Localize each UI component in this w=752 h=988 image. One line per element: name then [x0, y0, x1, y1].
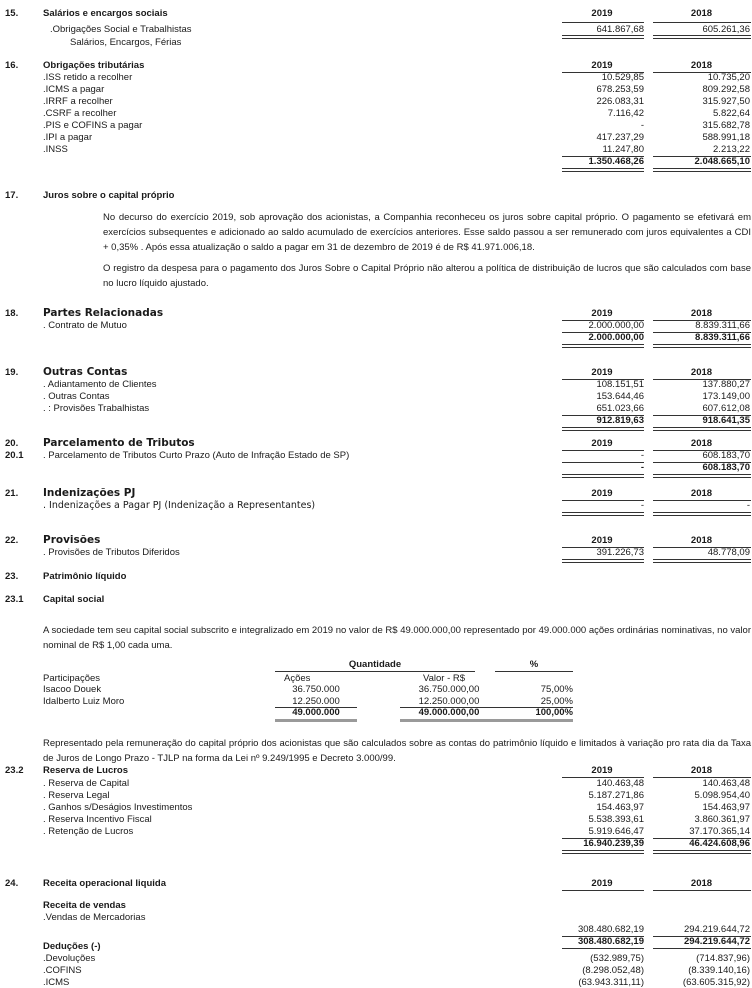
value-2019: 154.463,97	[596, 802, 644, 813]
total-2018: 2.048.665,10	[694, 156, 750, 167]
year-header-2019: 2019	[591, 60, 613, 71]
total-2018: 46.424.608,96	[689, 838, 750, 849]
section-number: 22.	[5, 535, 19, 546]
value-2019: 10.529,85	[601, 72, 644, 83]
participations-label: Participações	[43, 673, 101, 684]
value-2019: -	[640, 500, 644, 511]
section-title: Provisões	[43, 534, 101, 546]
shareholder-name: Isacoo Douek	[43, 684, 102, 695]
line-item-label: .COFINS	[43, 965, 82, 976]
section-title: Parcelamento de Tributos	[43, 437, 195, 449]
line-item-label: .IPI a pagar	[43, 132, 93, 143]
section-number: 20.	[5, 438, 19, 449]
value-2019: 678.253,59	[596, 84, 644, 95]
line-item-label: .INSS	[43, 144, 68, 155]
double-divider	[653, 512, 751, 516]
paragraph: A sociedade tem seu capital social subscrito e integralizado em 2019 no valor de R$ 49.000.000,00 representado por 49.000.000 ações ordinárias nominativas, no valor nominal de R$ 1,00 cada uma.	[43, 625, 751, 651]
line-item-label: .Devoluções	[43, 953, 96, 964]
double-divider	[653, 850, 751, 854]
section-title: Obrigações tributárias	[43, 60, 145, 71]
line-item-label: . Contrato de Mutuo	[43, 320, 127, 331]
section-title: Juros sobre o capital próprio	[43, 190, 175, 201]
year-header-2018: 2018	[690, 308, 713, 319]
year-header-2018: 2018	[690, 878, 713, 889]
total-2019: 912.819,63	[596, 415, 644, 426]
double-divider	[562, 35, 644, 39]
line-item-label: . Provisões de Tributos Diferidos	[43, 547, 180, 558]
section-number: 15.	[5, 8, 19, 19]
value-2018: 48.778,09	[707, 547, 750, 558]
quantity-header: Quantidade	[348, 659, 402, 670]
value-2019: 7.116,42	[607, 108, 644, 119]
value-2019: 5.187.271,86	[588, 790, 644, 801]
subsection-title: Reserva de Lucros	[43, 765, 129, 776]
subsection-number: 23.2	[5, 765, 24, 776]
value-2019: 308.480.682,19	[577, 924, 644, 935]
line-item-label: .ICMS	[43, 977, 70, 988]
value-2019: 417.237,29	[596, 132, 644, 143]
year-header-2019: 2019	[591, 367, 613, 378]
value-2018: 37.170.365,14	[689, 826, 750, 837]
double-divider	[562, 559, 644, 563]
value-2018: (63.605.315,92)	[682, 977, 750, 988]
double-divider	[653, 35, 751, 39]
line-item-label: .CSRF a recolher	[43, 108, 117, 119]
divider	[495, 671, 573, 672]
total-2018: 294.219.644,72	[683, 936, 750, 947]
double-divider	[653, 427, 751, 431]
year-header-2019: 2019	[591, 765, 613, 776]
total-2019: 1.350.468,26	[588, 156, 644, 167]
line-item-label: . Reserva Incentivo Fiscal	[43, 814, 152, 825]
value-2019: (8.298.052,48)	[582, 965, 644, 976]
year-header-2019: 2019	[591, 438, 613, 449]
subsection-number: 20.1	[5, 450, 24, 461]
section-number: 21.	[5, 488, 19, 499]
value-2019: (532.989,75)	[590, 953, 644, 964]
year-header-2019: 2019	[591, 8, 613, 19]
value-column-header: Valor - R$	[423, 673, 466, 684]
value-2018: 315.927,50	[702, 96, 750, 107]
year-header-2018: 2018	[690, 438, 713, 449]
line-item-label: .ISS retido a recolher	[43, 72, 133, 83]
value-2018: 605.261,36	[702, 24, 750, 35]
paragraph: Representado pela remuneração do capital próprio dos acionistas que são calculados sobre as contas do patrimônio líquido e limitados à variação pro rata dia da Taxa de Juros de Longo Prazo - TJLP na forma da Lei nº 9.249/1995 e Decreto 3.000/99.	[43, 738, 751, 764]
line-item-label: . Ganhos s/Deságios Investimentos	[43, 802, 193, 813]
section-title: Indenizações PJ	[43, 487, 136, 499]
section-title: Outras Contas	[43, 366, 128, 378]
year-header-2018: 2018	[690, 765, 713, 776]
value-2018: 608.183,70	[702, 450, 750, 461]
line-item-label: . Indenizações a Pagar PJ (Indenização a Representantes)	[43, 500, 316, 511]
line-item-label: . : Provisões Trabalhistas	[43, 403, 150, 414]
percent-header: %	[529, 659, 539, 670]
year-header-2018: 2018	[690, 535, 713, 546]
total-2019: 16.940.239,39	[583, 838, 644, 849]
year-header-2019: 2019	[591, 308, 613, 319]
divider	[275, 671, 475, 672]
value-2018: 607.612,08	[702, 403, 750, 414]
line-item-label: .Obrigações Social e Trabalhistas	[50, 24, 192, 35]
divider	[653, 948, 751, 949]
value-2018: (714.837,96)	[696, 953, 750, 964]
line-item-label: .IRRF a recolher	[43, 96, 113, 107]
year-header-2019: 2019	[591, 535, 613, 546]
value-2018: 294.219.644,72	[683, 924, 750, 935]
shareholder-name: Idalberto Luiz Moro	[43, 695, 125, 707]
year-header-2018: 2018	[690, 367, 713, 378]
divider	[653, 890, 751, 891]
total-2019: 2.000.000,00	[588, 332, 644, 343]
year-header-2018: 2018	[690, 488, 713, 499]
value-2019: 226.083,31	[596, 96, 644, 107]
total-shares: 49.000.000	[292, 707, 340, 718]
value-2019: 140.463,48	[596, 778, 644, 789]
section-title: Salários e encargos sociais	[43, 8, 168, 19]
paragraph: O registro da despesa para o pagamento dos Juros Sobre o Capital Próprio não alterou a política de distribuição de lucros que são calculados com base no lucro líquido ajustado.	[103, 263, 751, 289]
double-divider	[562, 512, 644, 516]
line-item-label: . Reserva de Capital	[43, 778, 130, 789]
value-2018: 809.292,58	[702, 84, 750, 95]
total-2018: 8.839.311,66	[695, 332, 750, 343]
shares-column-header: Ações	[284, 673, 311, 684]
value-2018: 137.880,27	[702, 379, 750, 390]
total-2019: 308.480.682,19	[577, 936, 644, 947]
line-item-label: . Outras Contas	[43, 391, 110, 402]
value-2018: 5.822,64	[713, 108, 750, 119]
divider	[562, 890, 644, 891]
value: 12.250.000,00	[418, 695, 480, 707]
double-divider	[653, 168, 751, 172]
value-2018: 315.682,78	[702, 120, 750, 131]
value-2019: 11.247,80	[602, 144, 644, 155]
value-2018: 154.463,97	[702, 802, 750, 813]
shares: 12.250.000	[292, 695, 340, 707]
section-title: Partes Relacionadas	[43, 307, 164, 319]
section-title: Receita operacional liquida	[43, 878, 167, 889]
section-number: 24.	[5, 878, 19, 889]
subsection-title: Receita de vendas	[43, 900, 126, 911]
value-2018: 140.463,48	[702, 778, 750, 789]
value-2019: 5.919.646,47	[588, 826, 644, 837]
subsection-title: Deduções (-)	[43, 941, 101, 952]
value-2018: 10.735,20	[707, 72, 750, 83]
double-divider	[562, 474, 644, 478]
total-2019: -	[640, 462, 644, 473]
value-2018: 588.991,18	[702, 132, 750, 143]
subsection-title: Capital social	[43, 594, 105, 605]
line-item-label: . Retenção de Lucros	[43, 826, 134, 837]
line-item-label: .PIS e COFINS a pagar	[43, 120, 143, 131]
value-2018: (8.339.140,16)	[688, 965, 750, 976]
total-2018: 918.641,35	[702, 415, 750, 426]
double-divider	[562, 427, 644, 431]
double-divider	[400, 719, 498, 722]
value-2018: 173.149,00	[702, 391, 750, 402]
subsection-number: 23.1	[5, 594, 24, 605]
divider	[562, 22, 644, 23]
line-item-label: .ICMS a pagar	[43, 84, 105, 95]
line-item-label: . Adiantamento de Clientes	[43, 379, 157, 390]
line-item-label: . Parcelamento de Tributos Curto Prazo (Auto de Infração Estado de SP)	[43, 450, 350, 461]
value-2019: -	[640, 120, 644, 131]
double-divider	[653, 474, 751, 478]
shares: 36.750.000	[292, 684, 340, 695]
value-2018: 2.213,22	[713, 144, 750, 155]
year-header-2019: 2019	[591, 488, 613, 499]
percent: 75,00%	[540, 684, 573, 695]
section-title: Patrimônio líquido	[43, 571, 127, 582]
year-header-2018: 2018	[690, 8, 713, 19]
section-number: 17.	[5, 190, 19, 201]
divider	[562, 948, 644, 949]
value-2019: 153.644,46	[596, 391, 644, 402]
year-header-2019: 2019	[591, 878, 613, 889]
double-divider	[275, 719, 357, 722]
double-divider	[653, 344, 751, 348]
percent: 25,00%	[540, 695, 573, 707]
value-2018: 3.860.361,97	[694, 814, 750, 825]
paragraph: No decurso do exercício 2019, sob aprovação dos acionistas, a Companhia reconheceu os juros sobre capital próprio. O pagamento se efetivará em exercícios subsequentes e adicionado ao saldo acumulado de exercícios anteriores. Esse saldo passou a ser remunerado com juros equivalentes a CDI + 0,35% . Após essa atualização o saldo a pagar em 31 de dezembro de 2019 é de R$ 41.971.006,18.	[103, 212, 751, 253]
line-item-label: .Vendas de Mercadorias	[43, 912, 146, 923]
value-2019: 651.023,66	[596, 403, 644, 414]
year-header-2018: 2018	[690, 60, 713, 71]
double-divider	[562, 168, 644, 172]
double-divider	[562, 344, 644, 348]
divider	[653, 22, 751, 23]
section-number: 19.	[5, 367, 19, 378]
double-divider	[495, 719, 573, 722]
double-divider	[562, 850, 644, 854]
section-number: 18.	[5, 308, 19, 319]
value: 36.750.000,00	[418, 684, 480, 695]
value-2019: -	[640, 450, 644, 461]
total-value: 49.000.000,00	[418, 707, 480, 718]
value-2019: 5.538.393,61	[588, 814, 644, 825]
double-divider	[653, 559, 751, 563]
total-2018: 608.183,70	[702, 462, 750, 473]
line-item-label: . Reserva Legal	[43, 790, 110, 801]
value-2019: (63.943.311,11)	[578, 977, 644, 988]
section-number: 16.	[5, 60, 19, 71]
value-2018: 5.098.954,40	[694, 790, 750, 801]
total-percent: 100,00%	[535, 707, 573, 718]
value-2019: 391.226,73	[596, 547, 644, 558]
section-number: 23.	[5, 571, 19, 582]
value-2019: 2.000.000,00	[588, 320, 644, 331]
value-2018: 8.839.311,66	[695, 320, 750, 331]
value-2019: 641.867,68	[596, 24, 644, 35]
value-2019: 108.151,51	[596, 379, 644, 390]
line-item-sublabel: Salários, Encargos, Férias	[70, 37, 182, 48]
value-2018: -	[746, 500, 750, 511]
